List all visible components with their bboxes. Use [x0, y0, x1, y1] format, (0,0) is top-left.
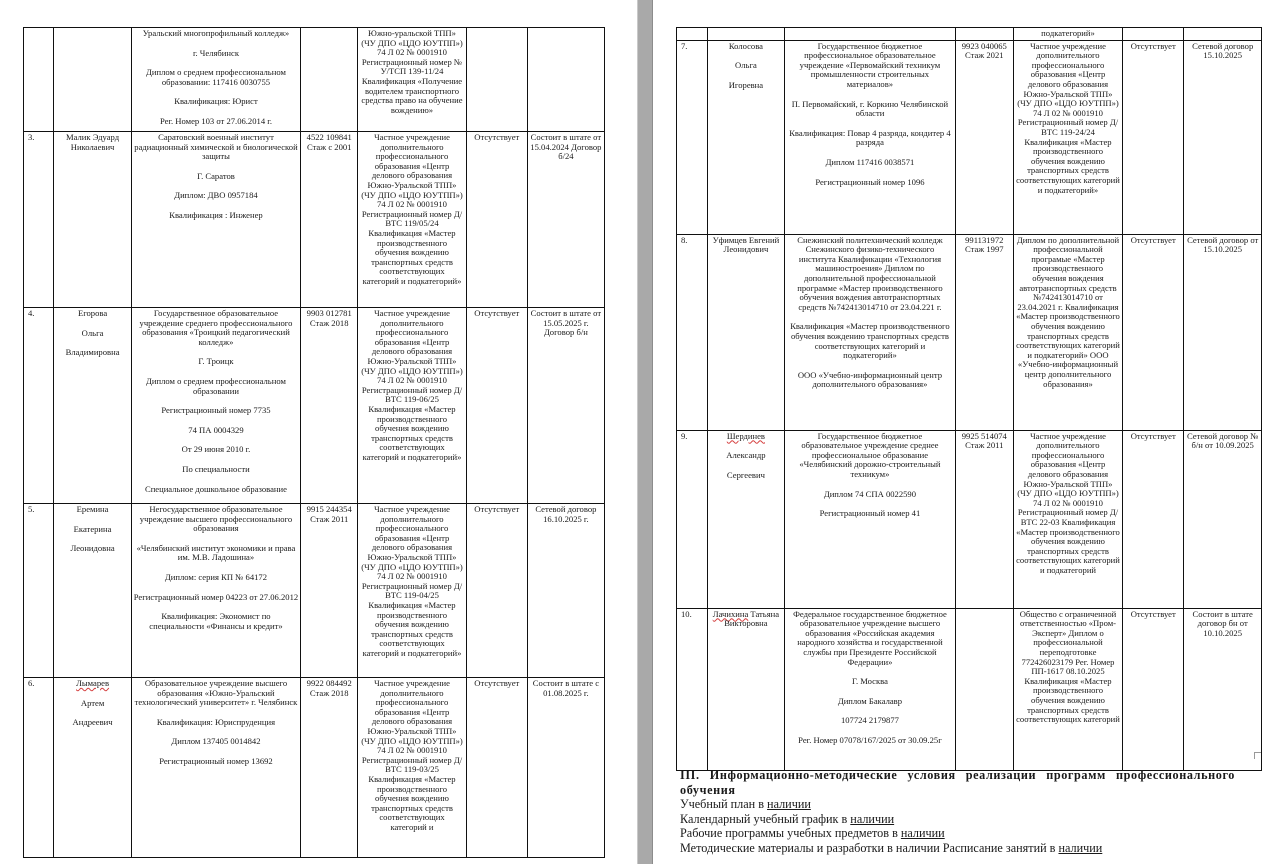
- teacher-name-part: Колосова: [728, 40, 763, 51]
- cell-additional: подкатегорий»: [1013, 28, 1122, 41]
- cell-num: 7.: [677, 40, 708, 234]
- education-line: Г. Москва: [851, 676, 888, 687]
- education-line: Диплом Бакалавр: [837, 695, 903, 706]
- cell-education: [785, 608, 955, 770]
- cell-employment: [527, 28, 604, 132]
- section-line: [680, 812, 1235, 827]
- education-line: 74 ПА 0004329: [188, 424, 244, 435]
- cell-additional: Общество с ограниченной ответственностью «Пром-Эксперт» Диплом о профессиональной переподготовке 772426023179 Рег. Номер ПП-1617 08.10.2025 Квалификация «Мастер производственного обучения вождению транспортных средств соответствующих категорий: [1013, 608, 1122, 770]
- table-row: [677, 234, 1262, 430]
- education-line: От 29 июня 2010 г.: [181, 444, 251, 455]
- education-line: Федеральное государственное бюджетное образовательное учреждение высшего образования «Российская академия народного хозяйства и государственной службы при Президенте Российской Федерации»: [793, 608, 947, 667]
- education-line: Диплом 74 СПА 0022590: [823, 488, 917, 499]
- teacher-name-part: Малик Эдуард Николаевич: [65, 132, 120, 152]
- teacher-name-part: Еремина: [76, 504, 109, 514]
- cell-license: 991131972 Стаж 1997: [955, 234, 1013, 430]
- education-line: По специальности: [182, 463, 250, 474]
- cell-education: [785, 430, 955, 608]
- cell-license: [301, 28, 358, 132]
- cell-additional: Частное учреждение дополнительного профессионального образования «Центр делового образования Южно-Уральской ТПП» (ЧУ ДПО «ЦДО ЮУТПП») 74 Л 02 № 0001910 Регистрационный номер Д/ВТС 119-03/25 Квалификация «Мастер производственного обучения вождению транспортных средств соответствующих категорий и: [358, 678, 467, 858]
- education-line: Квалификация: Юрист: [174, 96, 258, 107]
- teacher-name-part: Уфимцев Евгений Леонидович: [712, 234, 780, 255]
- cell-violations: Отсутствует: [1123, 430, 1184, 608]
- education-line: Г. Саратов: [197, 170, 235, 181]
- education-line: Регистрационный номер 7735: [161, 405, 271, 416]
- teacher-name-part: Александр: [726, 450, 766, 461]
- cell-education: [131, 504, 301, 678]
- education-line: Диплом о среднем профессиональном образовании: [146, 375, 286, 396]
- education-line: Государственное бюджетное профессиональное образовательное учреждение «Первомайский техникум промышленности строительных материалов»: [799, 40, 941, 89]
- availability-link: наличии: [1058, 840, 1103, 855]
- education-line: 107724 2179877: [840, 715, 899, 726]
- teacher-name-part: [56, 679, 128, 689]
- availability-link: наличии: [767, 797, 811, 811]
- cell-name: [54, 504, 131, 678]
- teacher-name-part: Артем: [80, 697, 105, 708]
- education-line: Саратовский военный институт радиационный химической и биологической защиты: [134, 132, 298, 162]
- education-line: «Челябинский институт экономики и права им. М.В. Ладошина»: [136, 542, 296, 563]
- cell-license: 9923 040065 Стаж 2021: [955, 40, 1013, 234]
- education-line: Снежинский политехнический колледж Снежинского физико-технического института Квалификации «Технология машиностроения» Диплом по дополнительной профессиональной программе «Мастер производственного обучения вождения автотранспортных средств №742413014710 от 23.04.221 г.: [797, 234, 943, 312]
- cell-violations: Отсутствует: [1123, 608, 1184, 770]
- cell-name: [54, 678, 131, 858]
- cell-num: 3.: [24, 132, 54, 308]
- cell-employment: Состоит в штате от 15.04.2024 Договор б/24: [527, 132, 604, 308]
- table-row: [677, 608, 1262, 770]
- cell-employment: Состоит в штате от 15.05.2025 г. Договор б/н: [527, 308, 604, 504]
- cell-license: 9925 514074 Стаж 2011: [955, 430, 1013, 608]
- cell-additional: Частное учреждение дополнительного профессионального образования «Центр делового образования Южно-Уральской ТПП» (ЧУ ДПО «ЦДО ЮУТПП») 74 Л 02 № 0001910 Регистрационный номер Д/ВТС 119-04/25 Квалификация «Мастер производственного обучения вождению транспортных средств соответствующих категорий и подкатегорий»: [358, 504, 467, 678]
- education-line: Образовательное учреждение высшего образования «Южно-Уральский технологический университет» г. Челябинск: [134, 678, 298, 708]
- cell-violations: Отсутствует: [466, 132, 527, 308]
- cell-employment: Сетевой договор № б/н от 10.09.2025: [1184, 430, 1262, 608]
- cell-education: [131, 308, 301, 504]
- cell-license: [955, 28, 1013, 41]
- line-text: Методические материалы и разработки в наличии Расписание занятий в: [680, 840, 1059, 855]
- cell-employment: Сетевой договор 15.10.2025: [1184, 40, 1262, 234]
- education-line: ООО «Учебно-информационный центр дополнительного образования»: [797, 369, 943, 390]
- table-row: [677, 40, 1262, 234]
- education-line: Рег. Номер 07078/167/2025 от 30.09.25г: [798, 734, 942, 745]
- education-line: Диплом: серия КП № 64172: [164, 571, 268, 582]
- cell-num: 10.: [677, 608, 708, 770]
- line-text: Календарный учебный график в: [680, 811, 851, 826]
- cell-name: [707, 234, 785, 430]
- cell-num: 4.: [24, 308, 54, 504]
- cell-violations: Отсутствует: [1123, 40, 1184, 234]
- availability-link: наличии: [900, 826, 945, 840]
- cell-license: 9903 012781 Стаж 2018: [301, 308, 358, 504]
- cell-education: [131, 678, 301, 858]
- cell-license: [955, 608, 1013, 770]
- education-line: г. Челябинск: [192, 47, 239, 58]
- page-gutter: [637, 0, 653, 864]
- cell-education: [785, 234, 955, 430]
- cell-num: 5.: [24, 504, 54, 678]
- cell-employment: Состоит в штате договор бн от 10.10.2025: [1184, 608, 1262, 770]
- teacher-name-part: Андреевич: [72, 717, 113, 728]
- education-line: Государственное бюджетное образовательное учреждение среднее профессиональное образование «Челябинский дорожно-строительный техникум»: [799, 430, 941, 479]
- cell-employment: Состоит в штате с 01.08.2025 г.: [527, 678, 604, 858]
- section-title: III. Информационно-методические условия реализации программ профессионального обучения: [680, 768, 1235, 797]
- education-line: Квалификация: Юриспруденция: [156, 716, 276, 727]
- teacher-name-part: Егорова: [77, 308, 108, 318]
- cell-education: [131, 132, 301, 308]
- spellcheck-word: Лымарев: [76, 678, 110, 688]
- cell-employment: [1184, 28, 1262, 41]
- cell-employment: Сетевой договор от 15.10.2025: [1184, 234, 1262, 430]
- cell-license: 9915 244354 Стаж 2011: [301, 504, 358, 678]
- staff-table-right: [676, 27, 1262, 771]
- education-line: Диплом о среднем профессиональном образовании: 117416 0030755: [146, 67, 286, 87]
- cell-violations: [1123, 28, 1184, 41]
- section-line: [680, 826, 1235, 841]
- cell-education: [785, 40, 955, 234]
- cell-name: [707, 28, 785, 41]
- cell-additional: Частное учреждение дополнительного профессионального образования «Центр делового образования Южно-Уральской ТПП» (ЧУ ДПО «ЦДО ЮУТПП») 74 Л 02 № 0001910 Регистрационный номер Д/ВТС 119/05/24 Квалификация «Мастер производственного обучения вождению транспортных средств соответствующих категорий и подкатегорий»: [358, 132, 467, 308]
- education-line: П. Первомайский, г. Коркино Челябинской области: [791, 98, 949, 119]
- line-text: Учебный план в: [680, 797, 768, 811]
- education-line: Диплом 117416 0038571: [825, 156, 915, 167]
- cell-education: [131, 28, 301, 132]
- education-line: Негосударственное образовательное учреждение высшего профессионального образования: [139, 504, 293, 534]
- table-row: [24, 678, 605, 858]
- table-row-continuation: [677, 28, 1262, 41]
- cell-additional: Диплом по дополнительной профессиональной програмые «Мастер производственного обучения вождения автотранспортных средств №742413014710 от 23.04.2021 г. Квалификация «Мастер производственного обучения вождению транспортных средств соответствующих категорий и подкатегорий» ООО «Учебно-информационный центр дополнительного образования»: [1013, 234, 1122, 430]
- education-line: Диплом: ДВО 0957184: [174, 190, 258, 201]
- cell-violations: Отсутствует: [466, 308, 527, 504]
- education-line: Государственное образовательное учреждение среднего профессионального образования «Троицкий педагогический колледж»: [139, 308, 293, 347]
- education-line: Регистрационный номер 41: [819, 508, 921, 519]
- cell-num: [677, 28, 708, 41]
- cell-name: [707, 40, 785, 234]
- cell-num: 9.: [677, 430, 708, 608]
- cell-name: [54, 308, 131, 504]
- education-line: Регистрационный номер 13692: [159, 755, 273, 766]
- teacher-name-part: [710, 432, 783, 442]
- table-row: [24, 308, 605, 504]
- cell-license: 4522 109841 Стаж с 2001: [301, 132, 358, 308]
- page-corner-mark: [1254, 752, 1261, 759]
- section-line: [680, 841, 1235, 856]
- cell-num: [24, 28, 54, 132]
- table-row-continuation: [24, 28, 605, 132]
- cell-num: 8.: [677, 234, 708, 430]
- table-row: [24, 504, 605, 678]
- cell-violations: [466, 28, 527, 132]
- education-line: Квалификация «Мастер производственного обучения вождению транспортных средств соответствующих категорий и подкатегорий»: [790, 321, 950, 361]
- cell-num: 6.: [24, 678, 54, 858]
- section-line: [680, 797, 1235, 812]
- education-line: Диплом 137405 0014842: [171, 736, 261, 747]
- teacher-name-part: Леонидовна: [70, 543, 115, 554]
- teacher-name-part: Игоревна: [728, 79, 764, 90]
- document-page-left: [0, 0, 636, 864]
- teacher-name-part: Ольга: [735, 60, 757, 71]
- education-line: Рег. Номер 103 от 27.06.2014 г.: [159, 115, 272, 126]
- cell-additional: Частное учреждение дополнительного профессионального образования «Центр делового образования Южно-Уральской ТПП» (ЧУ ДПО «ЦДО ЮУТПП») 74 Л 02 № 0001910 Регистрационный номер Д/ВТС 119-06/25 Квалификация «Мастер производственного обучения вождению транспортных средств соответствующих категорий и подкатегорий»: [358, 308, 467, 504]
- cell-name: [54, 28, 131, 132]
- cell-violations: Отсутствует: [466, 678, 527, 858]
- cell-additional: Частное учреждение дополнительного профессионального образования «Центр делового образования Южно-Уральской ТПП» (ЧУ ДПО «ЦДО ЮУТПП») 74 Л 02 № 0001910 Регистрационный номер Д/ВТС 22-03 Квалификация «Мастер производственного обучения вождению транспортных средств соответствующих категорий и подкатегорий: [1013, 430, 1122, 608]
- education-line: Регистрационный номер 1096: [815, 176, 925, 187]
- education-line: Уральский многопрофильный колледж»: [142, 28, 290, 38]
- line-text: Рабочие программы учебных предметов в: [680, 826, 901, 840]
- cell-additional: Частное учреждение дополнительного профессионального образования «Центр делового образования Южно-Уральской ТПП» (ЧУ ДПО «ЦДО ЮУТПП») 74 Л 02 № 0001910 Регистрационный номер Д/ВТС 119-24/24 Квалификация «Мастер производственного обучения вождению транспортных средств соответствующих категорий и подкатегорий»: [1013, 40, 1122, 234]
- cell-name: [707, 608, 785, 770]
- cell-name: [707, 430, 785, 608]
- cell-additional: Южно-уральской ТПП» (ЧУ ДПО «ЦДО ЮУТПП») 74 Л 02 № 0001910 Регистрационный номер № У/ТСП 139-11/24 Квалификация «Получение водителем транспортного средства право на обучение вождению»: [358, 28, 467, 132]
- cell-violations: Отсутствует: [466, 504, 527, 678]
- teacher-name-part: Екатерина: [73, 523, 112, 534]
- teacher-name-part: Ольга: [81, 327, 104, 338]
- staff-table-left: [23, 27, 605, 858]
- table-row: [677, 430, 1262, 608]
- education-line: Специальное дошкольное образование: [144, 483, 287, 494]
- availability-link: наличии: [850, 811, 895, 826]
- education-line: Г. Троицк: [198, 356, 234, 367]
- cell-violations: Отсутствует: [1123, 234, 1184, 430]
- teacher-name-part: Лачихина Татьяна Викторовна: [712, 608, 780, 629]
- spellcheck-word: Шердинев: [726, 430, 765, 441]
- cell-license: 9922 084492 Стаж 2018: [301, 678, 358, 858]
- document-page-right: [660, 0, 1288, 864]
- education-line: Квалификация: Экономист по специальности «Финансы и кредит»: [149, 611, 283, 631]
- teacher-name-part: Владимировна: [65, 347, 120, 358]
- education-line: Квалификация: Повар 4 разряда, кондитер 4 разряда: [789, 127, 951, 148]
- cell-name: [54, 132, 131, 308]
- teacher-name-part: Сергеевич: [726, 469, 765, 480]
- spellcheck-word: Лачихина: [712, 608, 749, 619]
- table-row: [24, 132, 605, 308]
- cell-education: [785, 28, 955, 41]
- section-info-methodical: [680, 768, 1235, 855]
- education-line: Регистрационный номер 04223 от 27.06.2012: [133, 591, 299, 602]
- cell-employment: Сетевой договор 16.10.2025 г.: [527, 504, 604, 678]
- education-line: Квалификация : Инженер: [169, 209, 263, 220]
